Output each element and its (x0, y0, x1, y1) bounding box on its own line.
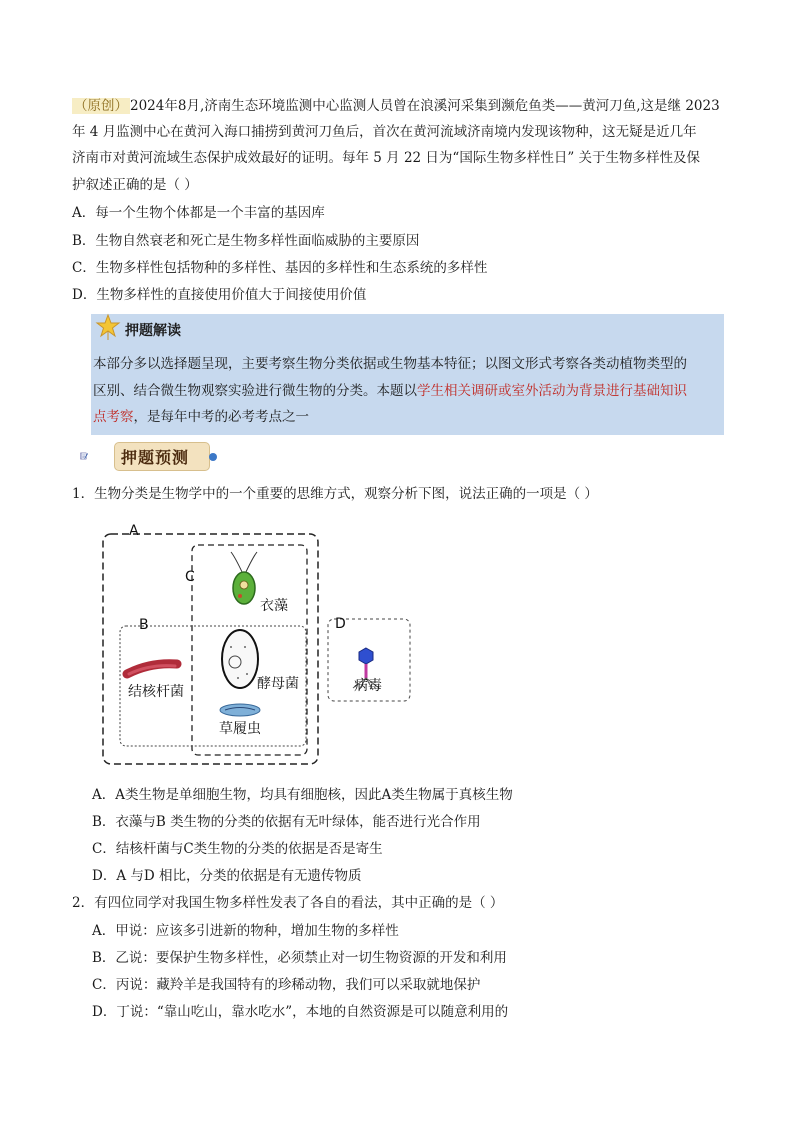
label-tuberculosis: 结核杆菌 (128, 684, 184, 700)
label-yeast: 酵母菌 (257, 676, 299, 692)
star-icon (95, 313, 121, 341)
blue-dot-icon (209, 453, 217, 461)
q1-option-b: B．衣藻与B 类生物的分类的依据有无叶绿体，能否进行光合作用 (92, 814, 481, 830)
intro-line-2: 年 4 月监测中心在黄河入海口捕捞到黄河刀鱼后，首次在黄河流域济南境内发现该物种，这无疑是近几年 (72, 124, 697, 140)
intro-option-c: C．生物多样性包括物种的多样性、基因的多样性和生态系统的多样性 (72, 260, 488, 276)
callout-line-2: 区别、结合微生物观察实验进行微生物的分类。本题以学生相关调研或室外活动为背景进行基础知识 (93, 383, 687, 399)
q1-option-c: C．结核杆菌与C类生物的分类的依据是否是寄生 (92, 841, 383, 857)
classification-diagram (95, 522, 425, 772)
q1-stem: 1．生物分类是生物学中的一个重要的思维方式，观察分析下图，说法正确的一项是（ ） (72, 486, 598, 502)
intro-option-a: A．每一个生物个体都是一个丰富的基因库 (72, 205, 325, 221)
group-b-label: B (139, 617, 149, 633)
label-virus: 病毒 (354, 678, 382, 694)
q1-option-a: A．A类生物是单细胞生物，均具有细胞核，因此A类生物属于真核生物 (92, 787, 513, 803)
q2-option-a: A．甲说：应该多引进新的物种，增加生物的多样性 (92, 923, 399, 939)
group-d-label: D (335, 616, 346, 632)
intro-line-4: 护叙述正确的是（ ） (72, 177, 198, 193)
paramecium-icon (220, 704, 260, 716)
q2-option-b: B．乙说：要保护生物多样性，必须禁止对一切生物资源的开发和利用 (92, 950, 507, 966)
chlamydomonas-icon (231, 552, 257, 604)
label-paramecium: 草履虫 (219, 721, 261, 737)
yeast-icon (222, 630, 258, 688)
q2-option-c: C．丙说：藏羚羊是我国特有的珍稀动物，我们可以采取就地保护 (92, 977, 481, 993)
label-chlamydomonas: 衣藻 (260, 598, 288, 614)
group-c-label: C (185, 569, 195, 585)
intro-line-3: 济南市对黄河流域生态保护成效最好的证明。每年 5 月 22 日为“国际生物多样性日” 关于生物多样性及保 (72, 150, 701, 166)
tuberculosis-bacillus-icon (127, 664, 177, 674)
q2-option-d: D．丁说：“靠山吃山，靠水吃水”，本地的自然资源是可以随意利用的 (92, 1004, 509, 1020)
original-tag: （原创） (74, 98, 128, 114)
intro-line-1: （原创） 2024年8月,济南生态环境监测中心监测人员曾在浪溪河采集到濒危鱼类——黄河刀鱼,这是继 2023 (74, 98, 720, 114)
group-a-label: A (129, 523, 139, 539)
notebook-pen-icon (80, 440, 116, 472)
callout-title: 押题解读 (125, 323, 181, 339)
intro-option-d: D．生物多样性的直接使用价值大于间接使用价值 (72, 287, 367, 303)
callout-line-3: 点考察，是每年中考的必考考点之一 (93, 409, 309, 425)
section-badge-label: 押题预测 (121, 448, 190, 467)
callout-line-1: 本部分多以选择题呈现，主要考察生物分类依据或生物基本特征；以图文形式考察各类动植物类型的 (93, 356, 687, 372)
intro-option-b: B．生物自然衰老和死亡是生物多样性面临威胁的主要原因 (72, 233, 420, 249)
q2-stem: 2．有四位同学对我国生物多样性发表了各自的看法，其中正确的是（ ） (72, 895, 504, 911)
q1-option-d: D．A 与D 相比，分类的依据是有无遗传物质 (92, 868, 362, 884)
group-a-frame (103, 534, 318, 764)
